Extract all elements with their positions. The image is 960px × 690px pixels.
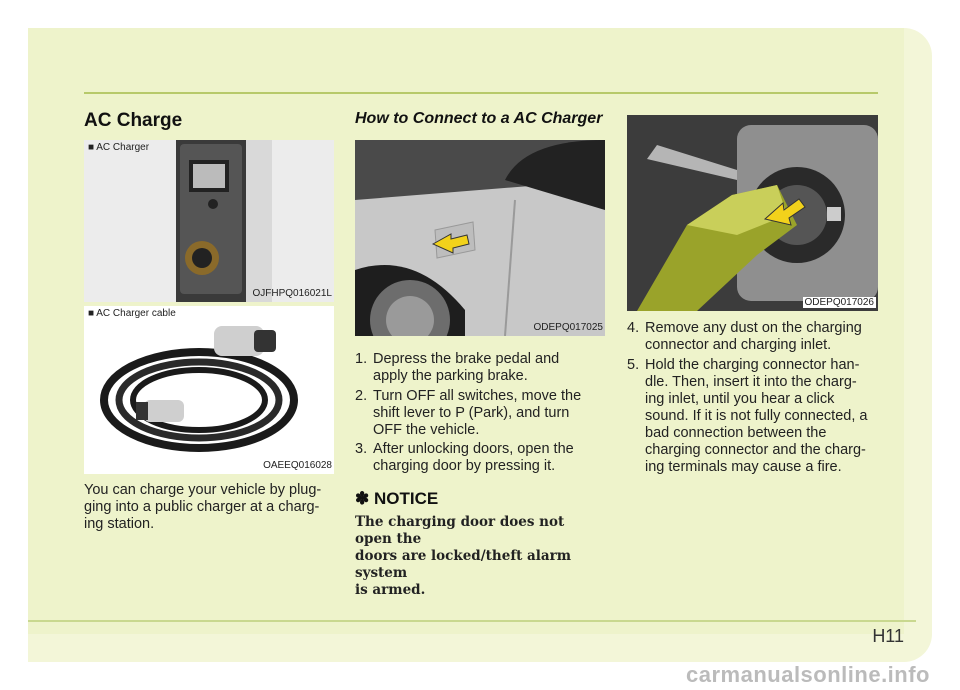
notice-line: doors are locked/theft alarm system (355, 548, 572, 581)
step-line: shift lever to P (Park), and turn (373, 405, 570, 421)
bottom-rule (28, 620, 916, 622)
step-line (355, 351, 607, 368)
fig2-code: OAEEQ016028 (263, 460, 332, 471)
step-line: sound. If it is not fully connected, a (645, 408, 868, 424)
notice-line: is armed. (355, 582, 426, 598)
intro-paragraph (84, 482, 334, 533)
fig1-code: OJFHPQ016021L (252, 288, 332, 299)
notice-line: The charging door does not open the (355, 514, 565, 547)
step-number: 5. (627, 357, 640, 373)
charging-connector-illustration (627, 115, 878, 311)
fig4-code: ODEPQ017026 (804, 297, 874, 308)
step-1 (355, 351, 607, 385)
top-rule (84, 92, 878, 94)
step-line: connector and charging inlet. (645, 337, 832, 353)
step-line: charging door by pressing it. (373, 458, 556, 474)
step-number: 2. (355, 388, 368, 404)
step-3 (355, 441, 607, 475)
step-line: ing terminals may cause a fire. (645, 459, 842, 475)
step-5 (627, 357, 879, 476)
step-text: Depress the brake pedal and (373, 351, 560, 367)
charger-cable-illustration (84, 306, 334, 474)
ac-charger-illustration (84, 140, 334, 302)
watermark[interactable]: carmanualsonline.info (686, 662, 930, 687)
step-text: Remove any dust on the charging (645, 320, 862, 336)
intro-line: ging into a public charger at a charg- (84, 499, 320, 515)
intro-line: You can charge your vehicle by plug- (84, 482, 322, 498)
step-number: 3. (355, 441, 368, 457)
ac-charger-cable-figure (84, 306, 334, 474)
step-text: Turn OFF all switches, move the (373, 388, 582, 404)
ac-charger-figure (84, 140, 334, 302)
fig1-label: ■ AC Charger (88, 142, 150, 153)
step-line: OFF the vehicle. (373, 422, 480, 438)
charging-connector-figure (627, 115, 878, 311)
step-text: Hold the charging connector han- (645, 357, 860, 373)
notice-body (355, 514, 605, 599)
step-2 (355, 388, 607, 439)
fig3-code: ODEPQ017025 (533, 322, 603, 333)
step-line (627, 320, 879, 337)
intro-line: ing station. (84, 516, 155, 532)
step-number: 1. (355, 351, 368, 367)
step-line (627, 357, 879, 374)
fig2-label: ■ AC Charger cable (88, 308, 176, 319)
notice-title: ✽ NOTICE (355, 489, 439, 508)
step-text: After unlocking doors, open the (373, 441, 574, 457)
step-4 (627, 320, 879, 354)
car-door-illustration (355, 140, 605, 336)
page-number: H11 (872, 626, 904, 646)
step-line: ing inlet, until you hear a click (645, 391, 835, 407)
step-line: apply the parking brake. (373, 368, 528, 384)
car-door-figure (355, 140, 605, 336)
section-heading: AC Charge (84, 110, 183, 131)
step-line (355, 388, 607, 405)
step-line (355, 441, 607, 458)
step-line: dle. Then, insert it into the charg- (645, 374, 857, 390)
subsection-heading: How to Connect to a AC Charger (355, 110, 603, 127)
step-line: charging connector and the charg- (645, 442, 866, 458)
step-number: 4. (627, 320, 640, 336)
step-line: bad connection between the (645, 425, 827, 441)
